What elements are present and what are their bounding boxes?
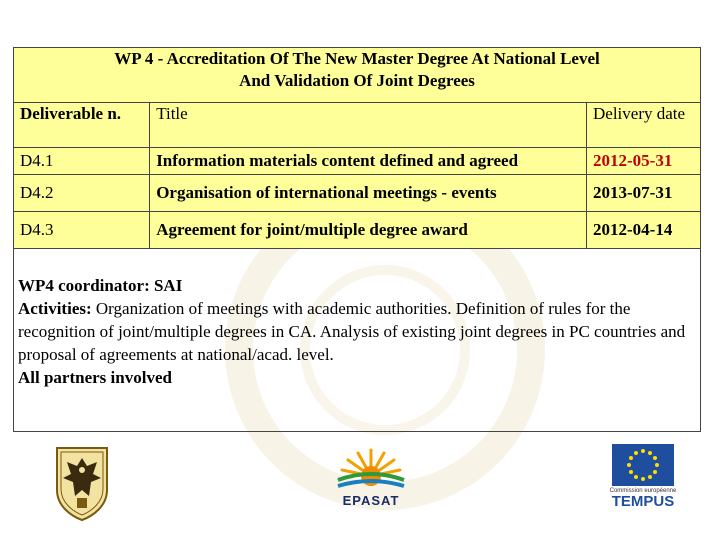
col-header-date: Delivery date (587, 103, 701, 148)
sun-icon (334, 446, 408, 488)
col-header-title: Title (150, 103, 587, 148)
table-row (14, 212, 701, 249)
col-header-deliverable: Deliverable n. (14, 103, 150, 148)
deliverable-date: 2013-07-31 (587, 175, 701, 212)
activities-paragraph (18, 297, 694, 366)
deliverable-date: 2012-04-14 (587, 212, 701, 249)
activities-label: Activities: (18, 299, 92, 318)
deliverable-title: Agreement for joint/multiple degree award (150, 212, 587, 249)
epasat-logo-text: EPASAT (342, 493, 400, 508)
title-row (14, 48, 701, 103)
partners-line: All partners involved (18, 368, 172, 387)
activities-text: Organization of meetings with academic authorities. Definition of rules for the recognition of joint/multiple degrees in CA. Analysis of existing joint degrees in PC countries and proposal of agreements at national/acad. level. (18, 299, 686, 364)
deliverable-date: 2012-05-31 (587, 148, 701, 175)
wp-info-block (18, 274, 694, 389)
table-row (14, 175, 701, 212)
deliverable-id: D4.1 (14, 148, 150, 175)
table-row (14, 148, 701, 175)
deliverable-title: Information materials content defined and agreed (150, 148, 587, 175)
deliverable-id: D4.3 (14, 212, 150, 249)
deliverables-table (13, 47, 701, 249)
tempus-text: TEMPUS (611, 493, 675, 510)
university-crest-logo (53, 444, 111, 522)
tempus-caption: Commission européenne (609, 488, 677, 494)
deliverable-title: Organisation of international meetings - events (150, 175, 587, 212)
eu-flag-icon (612, 444, 674, 486)
tempus-logo (606, 444, 680, 514)
deliverable-id: D4.2 (14, 175, 150, 212)
coordinator-line: WP4 coordinator: SAI (18, 276, 183, 295)
title-line-1: WP 4 - Accreditation Of The New Master Degree At National Level (114, 49, 600, 68)
title-line-2: And Validation Of Joint Degrees (239, 71, 475, 90)
table-title (14, 48, 701, 103)
epasat-logo (334, 446, 408, 510)
header-row (14, 103, 701, 148)
